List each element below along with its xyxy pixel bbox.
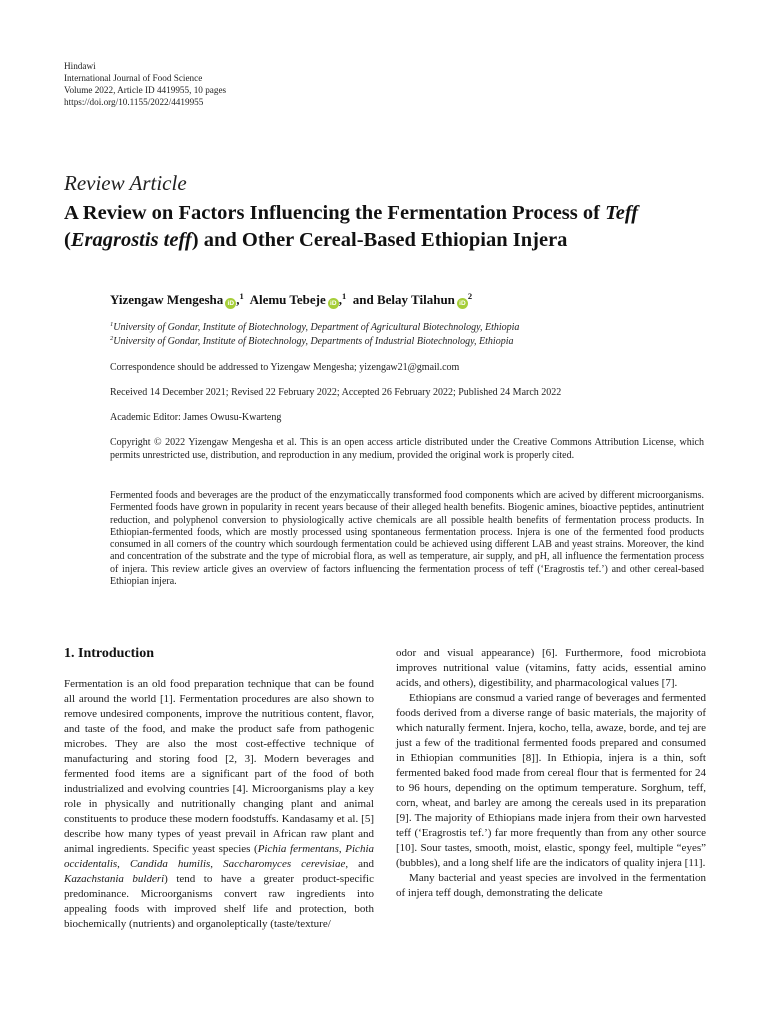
correspondence-line: Correspondence should be addressed to Yizengaw Mengesha; yizengaw21@gmail.com xyxy=(110,362,460,373)
journal-header xyxy=(64,60,464,108)
species-name: Pichia occidentalis xyxy=(64,843,374,870)
article-type: Review Article xyxy=(64,171,187,195)
affiliation-1 xyxy=(110,321,730,333)
abstract: Fermented foods and beverages are the product of the enzymaticcally transformed food components which are acived by different microorganisms. Fermented foods have grown in popularity in recent years because of their alleged health benefits. Biogenic amines, bioactive peptides, antinutrient reduction, and polyphenol conversion to physiologically active chemicals are all possible health benefits of fermentation process products. In Ethiopian-fermented foods, which are mostly processed using spontaneous fermentation process. Injera is one of the fermented food products consumed in all corners of the country which sourdough fermentation could be achieved using different LAB and yeast strains. Moreover, the kind and concentration of the substrate and the type of microbial flora, as well as temperature, air supply, and pH, all influence the fermentation process of injera. This review article gives an overview of factors influencing the fermentation process of teff (‘Eragrostis tef.’) and other cereal-based Ethiopian injera. xyxy=(110,490,704,588)
paragraph: Many bacterial and yeast species are involved in the fermentation of injera teff dough, demonstrating the delicate xyxy=(396,872,706,899)
journal-name: International Journal of Food Science xyxy=(64,73,203,83)
orcid-icon[interactable]: iD xyxy=(457,298,468,309)
dates-line: Received 14 December 2021; Revised 22 February 2022; Accepted 26 February 2022; Published 24 March 2022 xyxy=(110,387,562,398)
academic-editor-line: Academic Editor: James Owusu-Kwarteng xyxy=(110,412,282,423)
body-column-left xyxy=(64,677,374,932)
copyright-notice: Copyright © 2022 Yizengaw Mengesha et al. This is an open access article distributed under the Creative Commons Attribution License, which permits unrestricted use, distribution, and reproduction in any medium, provided the original work is properly cited. xyxy=(110,437,704,461)
volume-line: Volume 2022, Article ID 4419955, 10 pages xyxy=(64,85,227,95)
author-list xyxy=(110,291,472,309)
author-separator: , xyxy=(338,292,343,307)
affiliation-number: 2 xyxy=(110,335,114,342)
title-text: ) and Other Cereal-Based Ethiopian Injera xyxy=(191,229,568,251)
body-column-right xyxy=(396,646,706,901)
title-species: Eragrostis teff xyxy=(70,229,192,251)
paragraph-text: , xyxy=(210,858,224,870)
species-name: Pichia fermentans xyxy=(257,843,339,855)
publisher-name: Hindawi xyxy=(64,61,96,71)
affiliation-marker: 1 xyxy=(239,291,244,301)
affiliation-text: University of Gondar, Institute of Biotechnology, Departments of Industrial Biotechnology, Ethiopia xyxy=(113,336,514,347)
title-teff: Teff xyxy=(605,202,639,224)
section-heading-introduction: 1. Introduction xyxy=(64,646,154,661)
affiliation-text: University of Gondar, Institute of Biotechnology, Department of Agricultural Biotechnology, Ethiopia xyxy=(113,322,520,333)
affiliation-2 xyxy=(110,335,730,347)
title-text: ( xyxy=(64,229,71,251)
paragraph-text: , and xyxy=(345,858,375,870)
orcid-icon[interactable]: iD xyxy=(225,298,236,309)
affiliation-marker: 2 xyxy=(467,291,473,301)
paragraph-text: Fermentation is an old food preparation technique that can be found all around the world [1]. Fermentation procedures are also shown to remove undesired components, improve the nutritious content, flavor, and taste of the food, and make the product safe from pathogenic microbes. They are also the most cost-effective technique of manufacturing and storing food [2, 3]. Modern beverages and fermented food items are a significant part of the food of both industrialized and evolving countries [4]. Microorganisms play a key role in physically and nutritionally changing plant and animal constituents to produce these modern foodstuffs. Kandasamy et al. [5] describe how many types of yeast prevail in African raw plant and animal ingredients. Specific yeast species ( xyxy=(64,678,374,855)
species-name: Candida humilis xyxy=(129,858,211,870)
title-text: A Review on Factors Influencing the Fermentation Process of xyxy=(64,202,606,224)
article-title xyxy=(64,200,724,254)
author-joiner: and xyxy=(352,292,374,307)
author-separator: , xyxy=(236,292,240,307)
species-name: Kazachstania bulderi xyxy=(64,873,165,885)
paragraph-text: , xyxy=(117,858,130,870)
orcid-icon[interactable]: iD xyxy=(328,298,339,309)
paragraph-text: ) tend to have a greater product-specific predominance. Microorganisms convert raw ingredients into appealing foods with improved shelf life and protection, both biochemically (nutrients) and organoleptically (taste/texture/ xyxy=(64,873,374,930)
species-name: Saccharomyces cerevisiae xyxy=(223,858,346,870)
paragraph xyxy=(64,677,374,932)
author-name[interactable]: Yizengaw Mengesha xyxy=(110,292,224,307)
author-name[interactable]: Belay Tilahun xyxy=(376,292,455,307)
doi-link[interactable]: https://doi.org/10.1155/2022/4419955 xyxy=(64,97,204,107)
paragraph: Ethiopians are consmud a varied range of beverages and fermented foods derived from a diverse range of basic materials, the majority of which naturally ferment. Injera, kocho, tella, awaze, borde, and tej are just a few of the traditional fermented foods prepared and consumed in Ethiopian communities [8]]. In Ethiopia, injera is a thin, soft fermented baked food made from cereal flour that is fermented for 24 to 96 hours, depending on the optimum temperature. Sorghum, teff, corn, wheat, and barley are among the cereals used in its preparation [9]. The majority of Ethiopians made injera from their own harvested teff (‘Eragrostis tef.’) far more frequently than from any other source [10]. Sour tastes, smooth, moist, elastic, spongy feel, multiple “eyes” (bubbles), and a long shelf life are the indicators of quality injera [11]. xyxy=(396,692,706,869)
paragraph: odor and visual appearance) [6]. Furthermore, food microbiota improves nutritional value (vitamins, fatty acids, essential amino acids, and others), digestibility, and pharmacological values [7]. xyxy=(396,647,706,689)
author-name[interactable]: Alemu Tebeje xyxy=(249,292,326,307)
affiliation-number: 1 xyxy=(110,321,114,328)
affiliation-marker: 1 xyxy=(342,291,347,301)
paragraph-text: , xyxy=(338,843,346,855)
